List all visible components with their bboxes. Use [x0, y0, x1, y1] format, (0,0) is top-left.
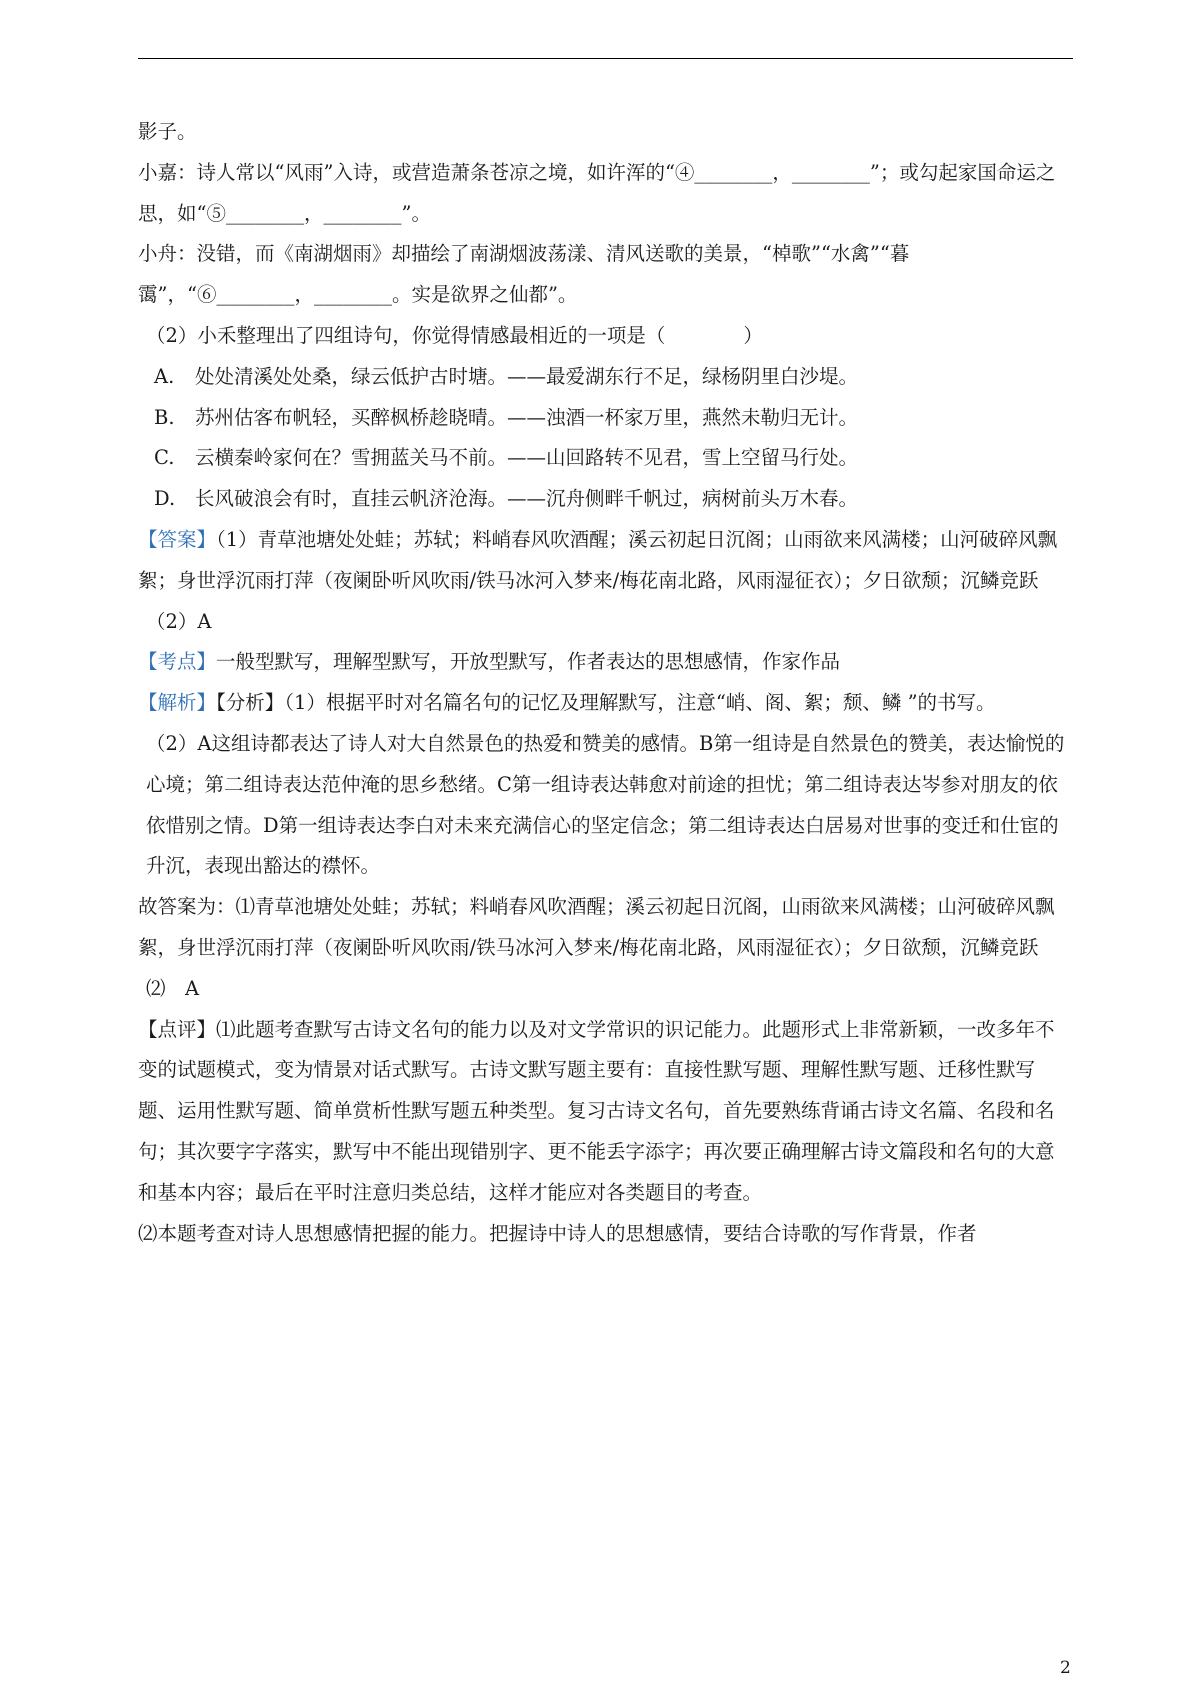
final-answer-2: ⑵ A: [146, 976, 200, 1000]
option-text: 长风破浪会有时，直挂云帆济沧海。——沉舟侧畔千帆过，病树前头万木春。: [195, 487, 859, 511]
header-rule: [138, 58, 1073, 59]
answer-text: （1）青草池塘处处蛙；苏轼；料峭春风吹酒醒；溪云初起日沉阁；山雨欲来风满楼；山河破碎风飘絮；身世浮沉雨打萍（夜阑卧听风吹雨/铁马冰河入梦来/梅花南北路，风雨湿征衣）；夕日欲颓；沉鳞竞跃: [138, 527, 1058, 592]
document-body: [138, 112, 1073, 1254]
jiexi-paragraph: [138, 683, 1073, 724]
option-letter: A.: [154, 364, 175, 388]
answer-tag: 【答案】: [138, 527, 217, 551]
option-text: 苏州估客布帆轻，买醉枫桥趁晓晴。——浊酒一杯家万里，燕然未勒归无计。: [195, 405, 859, 429]
option-a: [138, 357, 1073, 398]
paragraph-xiaojia: 小嘉：诗人常以“风雨”入诗，或营造萧条苍凉之境，如许浑的“④________，________”；或勾起家国命运之思，如“⑤________，________”。: [138, 160, 1056, 225]
paragraph-xiaozhou: 小舟：没错，而《南湖烟雨》却描绘了南湖烟波荡漾、清风送歌的美景，“棹歌”“水禽”“暮霭”，“⑥________，________。实是欲界之仙都”。: [138, 242, 910, 307]
analysis-2: （2）A这组诗都表达了诗人对大自然景色的热爱和赞美的感情。B第一组诗是自然景色的赞美，表达愉悦的心境；第二组诗表达范仲淹的思乡愁绪。C第一组诗表达韩愈对前途的担忧；第二组诗表达岑参对朋友的依依惜别之情。D第一组诗表达李白对未来充满信心的坚定信念；第二组诗表达白居易对世事的变迁和仕宦的升沉，表现出豁达的襟怀。: [146, 731, 1065, 878]
paragraph-top: 影子。: [138, 120, 197, 143]
answer-paragraph: [138, 520, 1073, 602]
option-text: 云横秦岭家何在？雪拥蓝关马不前。——山回路转不见君，雪上空留马行处。: [195, 446, 859, 470]
kaodian-paragraph: [138, 642, 1073, 683]
option-d: [138, 479, 1073, 520]
question-2: （2）小禾整理出了四组诗句，你觉得情感最相近的一项是（ ）: [146, 323, 763, 347]
option-letter: B.: [154, 405, 175, 429]
option-text: 处处清溪处处桑，绿云低护古时塘。——最爱湖东行不足，绿杨阴里白沙堤。: [195, 364, 859, 388]
page-number: 2: [1060, 1658, 1071, 1678]
jiexi-text: 【分析】（1）根据平时对名篇名句的记忆及理解默写，注意“峭、阁、絮；颓、鳞 ”的书写。: [216, 691, 996, 715]
kaodian-tag: 【考点】: [138, 650, 217, 674]
answer-2: （2）A: [146, 609, 212, 633]
option-letter: D.: [154, 487, 176, 511]
option-b: [138, 398, 1073, 439]
final-answer-1: 故答案为：⑴青草池塘处处蛙；苏轼；料峭春风吹酒醒；溪云初起日沉阁，山雨欲来风满楼；山河破碎风飘絮，身世浮沉雨打萍（夜阑卧听风吹雨/铁马冰河入梦来/梅花南北路，风雨湿征衣）；夕日欲颓，沉鳞竞跃: [138, 895, 1055, 959]
kaodian-text: 一般型默写，理解型默写，开放型默写，作者表达的思想感情，作家作品: [216, 650, 841, 674]
option-c: [138, 438, 1073, 479]
option-letter: C.: [154, 446, 175, 470]
jiexi-tag: 【解析】: [138, 691, 217, 715]
dianping-1: 【点评】⑴此题考查默写古诗文名句的能力以及对文学常识的识记能力。此题形式上非常新颖，一改多年不变的试题模式，变为情景对话式默写。古诗文默写题主要有：直接性默写题、理解性默写题、迁移性默写题、运用性默写题、简单赏析性默写题五种类型。复习古诗文名句，首先要熟练背诵古诗文名篇、名段和名句；其次要字字落实，默写中不能出现错别字、更不能丢字添字；再次要正确理解古诗文篇段和名句的大意和基本内容；最后在平时注意归类总结，这样才能应对各类题目的考查。: [138, 1017, 1055, 1204]
dianping-2: ⑵本题考查对诗人思想感情把握的能力。把握诗中诗人的思想感情，要结合诗歌的写作背景，作者: [138, 1221, 977, 1245]
